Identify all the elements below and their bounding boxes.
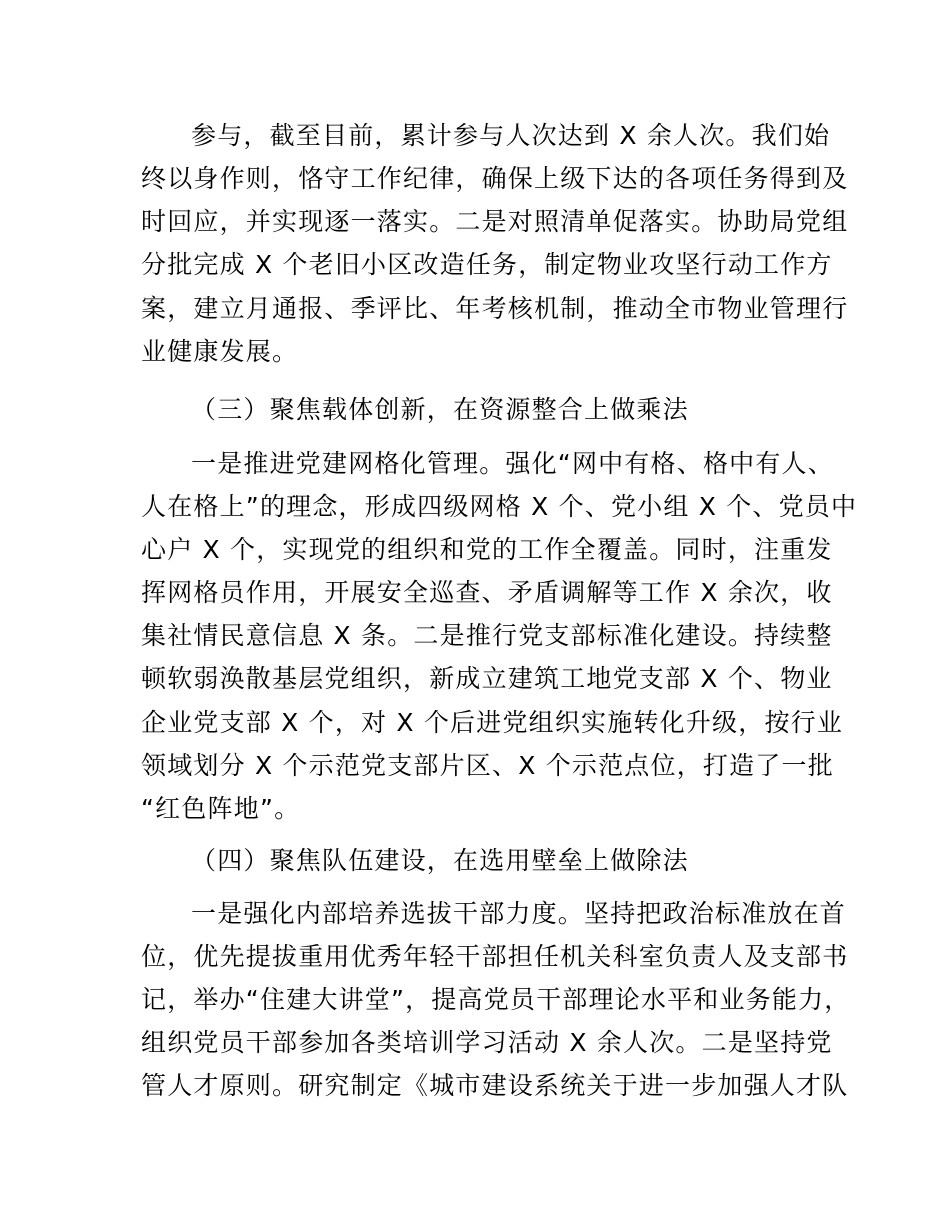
paragraph-line: 分批完成 X 个老旧小区改造任务，制定物业攻坚行动工作方: [141, 250, 833, 279]
section-heading: （四）聚焦队伍建设，在选用壁垒上做除法: [191, 846, 689, 875]
section-heading: （三）聚焦载体创新，在资源整合上做乘法: [191, 395, 689, 424]
paragraph-line: 管人才原则。研究制定《城市建设系统关于进一步加强人才队: [141, 1071, 849, 1100]
paragraph-line: 企业党支部 X 个，对 X 个后进党组织实施转化升级，按行业: [141, 708, 844, 737]
paragraph-line: 顿软弱涣散基层党组织，新成立建筑工地党支部 X 个、物业: [141, 664, 833, 693]
paragraph-line: 业健康发展。: [141, 337, 299, 366]
paragraph-line: 一是强化内部培养选拔干部力度。坚持把政治标准放在首: [191, 899, 847, 928]
paragraph-line: 人在格上”的理念，形成四级网格 X 个、党小组 X 个、党员中: [141, 492, 858, 521]
paragraph-line: 终以身作则，恪守工作纪律，确保上级下达的各项任务得到及: [141, 164, 849, 193]
paragraph-line: 时回应，并实现逐一落实。二是对照清单促落实。协助局党组: [141, 207, 849, 236]
paragraph-line: 领域划分 X 个示范党支部片区、X 个示范点位，打造了一批: [141, 751, 834, 780]
paragraph-line: 组织党员干部参加各类培训学习活动 X 余人次。二是坚持党: [141, 1028, 833, 1057]
paragraph-line: “红色阵地”。: [141, 794, 301, 823]
paragraph-line: 记，举办“住建大讲堂”，提高党员干部理论水平和业务能力，: [141, 985, 851, 1014]
paragraph-line: 挥网格员作用，开展安全巡查、矛盾调解等工作 X 余次，收: [141, 578, 833, 607]
paragraph-line: 位，优先提拔重用优秀年轻干部担任机关科室负责人及支部书: [141, 942, 849, 971]
paragraph-line: 参与，截至目前，累计参与人次达到 X 余人次。我们始: [191, 121, 831, 150]
paragraph-line: 一是推进党建网格化管理。强化“网中有格、格中有人、: [191, 449, 834, 478]
paragraph-line: 案，建立月通报、季评比、年考核机制，推动全市物业管理行: [141, 294, 849, 323]
paragraph-line: 集社情民意信息 X 条。二是推行党支部标准化建设。持续整: [141, 621, 833, 650]
paragraph-line: 心户 X 个，实现党的组织和党的工作全覆盖。同时，注重发: [141, 535, 833, 564]
